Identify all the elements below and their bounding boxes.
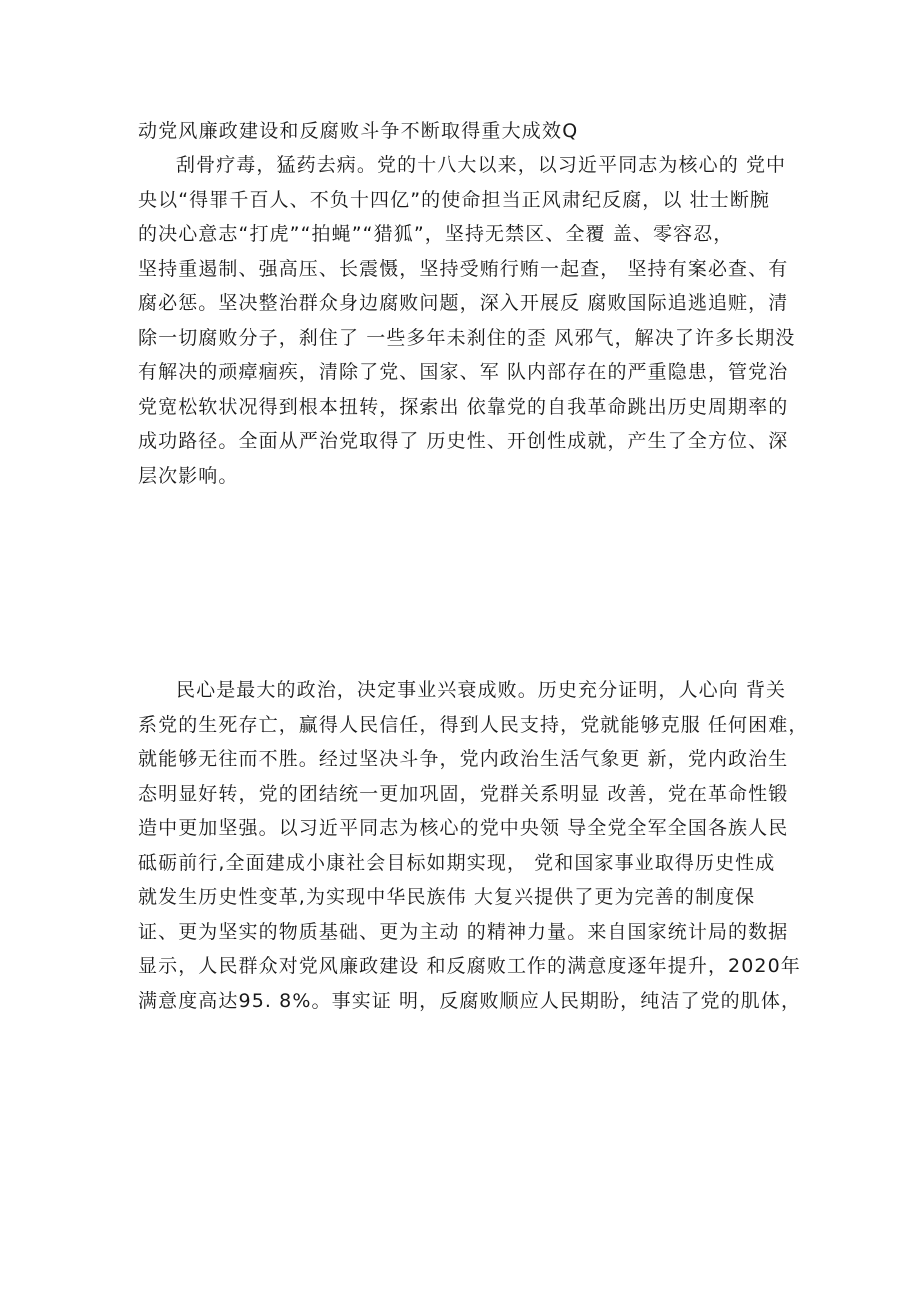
paragraph-line: 民心是最大的政治，决定事业兴衰成败。历史充分证明，人心向 背关: [176, 679, 787, 701]
paragraph-line: 造中更加坚强。以习近平同志为核心的党中央领 导全党全军全国各族人民: [138, 817, 789, 839]
paragraph-2: [138, 677, 809, 1022]
paragraph-1: [138, 152, 796, 497]
paragraph-line: 态明显好转，党的团结统一更加巩固，党群关系明显 改善，党在革命性锻: [138, 782, 789, 805]
paragraph-line: 坚持重遏制、强高压、长震慑，坚持受贿行贿一起查， 坚持有案必查、有: [138, 257, 789, 280]
paragraph-line: 刮骨疗毒，猛药去病。党的十八大以来，以习近平同志为核心的 党中: [176, 154, 787, 176]
paragraph-line: 层次影响。: [138, 464, 239, 487]
paragraph-line: 央以“得罪千百人、不负十四亿”的使命担当正风肃纪反腐，以 壮士断腕: [138, 188, 771, 211]
paragraph-line: 就发生历史性变革,为实现中华民族伟 大复兴提供了更为完善的制度保: [138, 886, 756, 908]
paragraph-line: 证、更为坚实的物质基础、更为主动 的精神力量。来自国家统计局的数据: [138, 920, 789, 943]
paragraph-line: 系党的生死存亡，赢得人民信任，得到人民支持，党就能够克服 任何困难，: [138, 713, 809, 736]
paragraph-line: 有解决的顽瘴痼疾，清除了党、国家、军 队内部存在的严重隐患，管党治: [138, 361, 789, 383]
paragraph-line: 就能够无往而不胜。经过坚决斗争，党内政治生活气象更 新，党内政治生: [138, 748, 789, 770]
paragraph-line: 显示，人民群众对党风廉政建设 和反腐败工作的满意度逐年提升，2020年: [138, 955, 801, 977]
paragraph-line: 成功路径。全面从严治党取得了 历史性、开创性成就，产生了全方位、深: [138, 430, 789, 452]
heading-line: 动党风廉政建设和反腐败斗争不断取得重大成效Q: [138, 120, 579, 142]
paragraph-line: 党宽松软状况得到根本扭转，探索出 依靠党的自我革命跳出历史周期率的: [138, 395, 789, 418]
paragraph-line: 满意度高达95. 8%。事实证 明，反腐败顺应人民期盼，纯洁了党的肌体，: [138, 989, 802, 1012]
paragraph-line: 的决心意志“打虎”“拍蝇”“猎狐”，坚持无禁区、全覆 盖、零容忍，: [138, 223, 734, 245]
paragraph-line: 腐必惩。坚决整治群众身边腐败问题，深入开展反 腐败国际追逃追赃，清: [138, 292, 789, 314]
paragraph-line: 除一切腐败分子，刹住了 一些多年未刹住的歪 风邪气，解决了许多长期没: [138, 326, 796, 349]
paragraph-line: 砥砺前行,全面建成小康社会目标如期实现， 党和国家事业取得历史性成: [138, 851, 776, 874]
